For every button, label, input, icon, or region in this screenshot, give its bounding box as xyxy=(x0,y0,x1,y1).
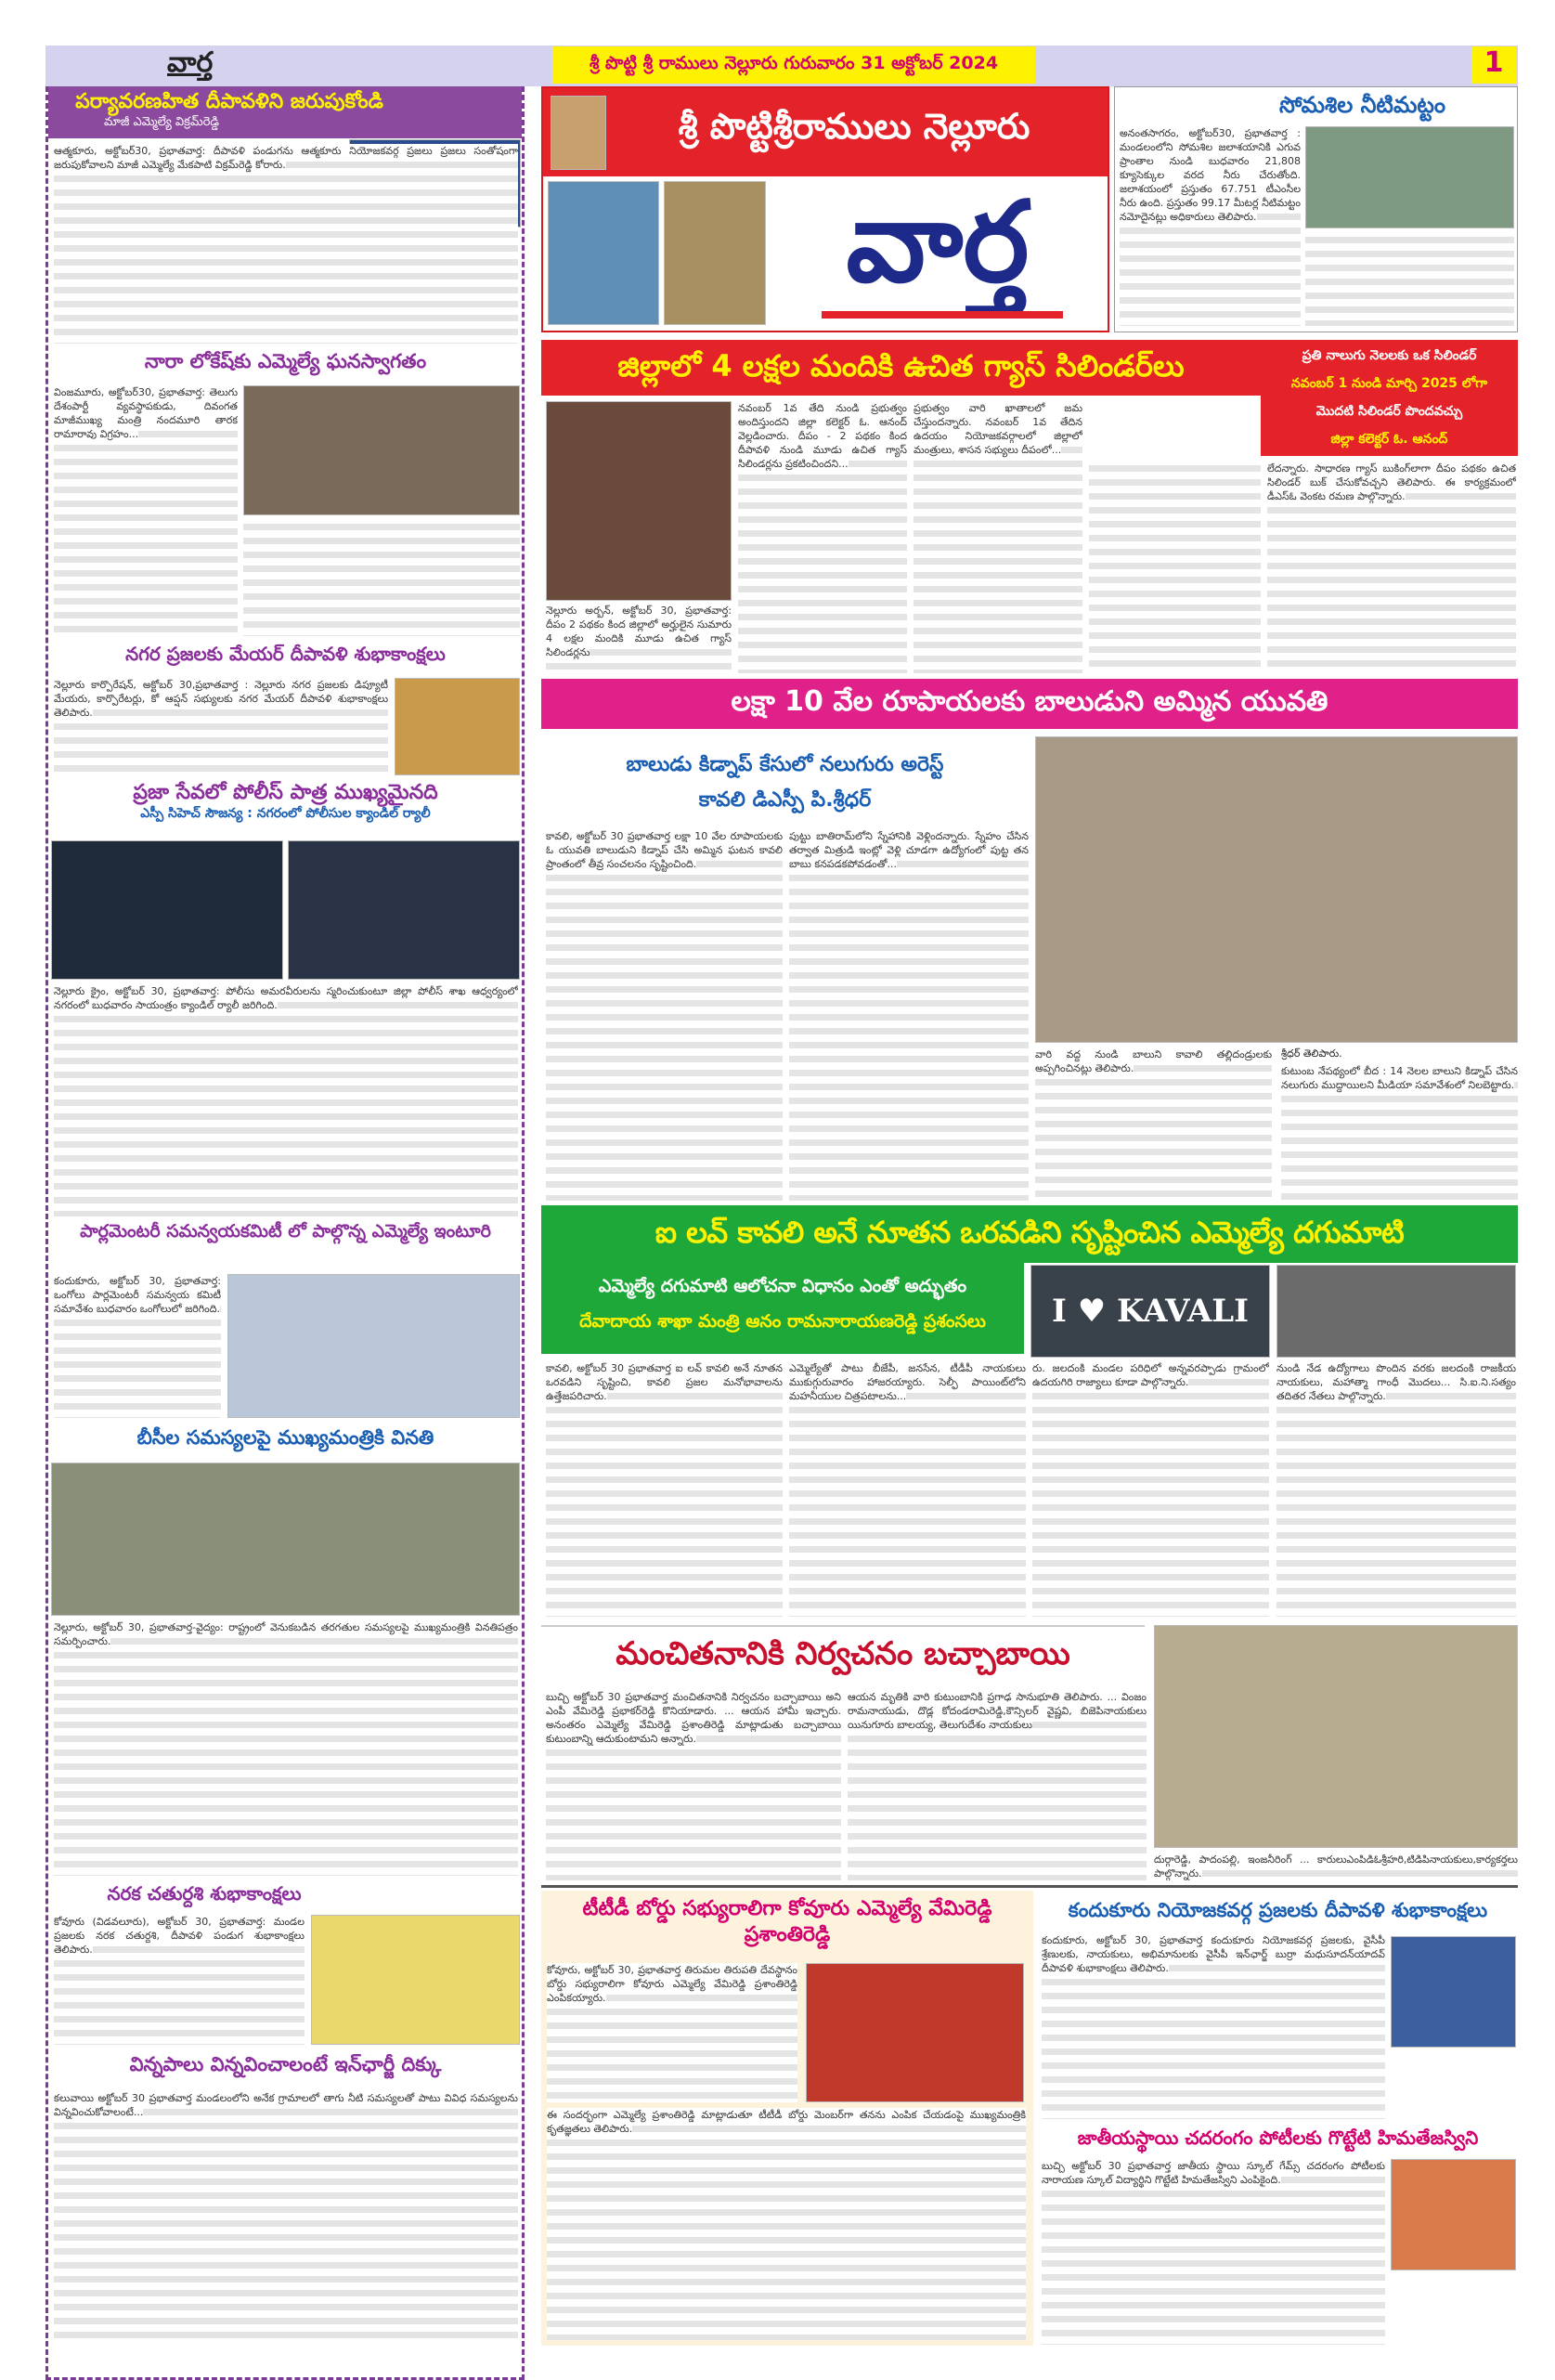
headline: నరక చతుర్దశి శుభాకాంక్షలు xyxy=(107,1882,302,1905)
article-body: నెల్లూరు, అక్టోబర్ 30, ప్రభాతవార్త-వైద్యం: రాష్ట్రంలో వెనుకబడిన తరగతుల సమస్యలపై ముఖ్యమంత్రికి వినతిపత్రం సమర్పించారు. xyxy=(54,1620,518,1876)
highlight: ప్రతి నాలుగు నెలలకు ఒక సిలిండర్ xyxy=(1302,348,1477,363)
photo-caption: శ్రీధర్ తెలిపారు. xyxy=(1281,1047,1342,1060)
photo-temple xyxy=(664,181,766,325)
article-body: వారి వద్ద నుండి బాలుని కావాలి తల్లిదండ్రులకు అప్పగించినట్లు తెలిపారు. xyxy=(1035,1047,1272,1201)
article-body: దుర్గారెడ్డి, పాదంపల్లి, ఇంజనీరింగ్ ... కారులుఎంపిడిఓశ్రీహరి,టిడిపినాయకులు,కార్యకర్తలు పాల్గొన్నారు. xyxy=(1154,1853,1518,1879)
article-body: లేదన్నారు. సాధారణ గ్యాస్ బుకింగ్‌లాగా దీపం పథకం ఉచిత సిలిండర్ బుక్ చేసుకోవచ్చని తెలిపారు. ఈ కార్యక్రమంలో డీఎస్‌ఓ వెంకట రమణ పాల్గొన్నారు. xyxy=(1267,462,1516,673)
article-body: అనంతసాగరం, అక్టోబర్30, ప్రభాతవార్త : మండలంలోని సోమశిల జలాశయానికి ఎగువ ప్రాంతాల నుండి బుధవారం 21,808 క్యూసెక్కుల వరద నీరు చేరుతోంది. జలాశయంలో ప్రస్తుతం 67.751 టీఎంసీల నీరు ఉంది. ప్రస్తుతం 99.17 మీటర్ల నీటిమట్టం నమోదైనట్లు అధికారులు తెలిపారు. xyxy=(1120,126,1301,326)
gas-highlights xyxy=(1261,340,1518,456)
photo-police-press-meet xyxy=(1035,736,1518,1043)
article-body: కోవూరు (విడవలూరు), అక్టోబర్ 30, ప్రభాతవార్త: మండల ప్రజలకు నరక చతుర్దశి, దీపావళి పండుగ శుభాకాంక్షలు తెలిపారు. xyxy=(54,1915,305,2045)
headline: విన్నపాలు విన్నవించాలంటే ఇన్‌ఛార్జీ దిక్కు xyxy=(129,2053,442,2075)
photo-prasanthi-reddy xyxy=(806,1963,1024,2102)
highlight: నవంబర్ 1 నుండి మార్చి 2025 లోగా xyxy=(1290,376,1488,391)
headline: సోమశిల నీటిమట్టం xyxy=(1278,92,1446,118)
headline: జాతీయస్థాయి చదరంగం పోటీలకు గొట్టేటి హిమతేజస్విని xyxy=(1077,2126,1479,2149)
baby-headline-band xyxy=(541,679,1518,729)
logo-underline xyxy=(822,311,1063,319)
highlight: జిల్లా కలెక్టర్ ఓ. ఆనంద్ xyxy=(1330,432,1448,447)
kavali-sub-box xyxy=(541,1263,1024,1354)
article-body: నెల్లూరు క్రైం, అక్టోబర్ 30, ప్రభాతవార్త: పోలీసు అమరవీరులను స్మరించుకుంటూ జిల్లా పోలీస్ శాఖ ఆధ్వర్యంలో నగరంలో బుధవారం సాయంత్రం క్యాండిల్ ర్యాలీ జరిగింది. xyxy=(54,984,518,1216)
masthead-title: శ్రీ పొట్టిశ్రీరాములు నెల్లూరు xyxy=(678,106,1030,147)
headline: లక్షా 10 వేల రూపాయలకు బాలుడుని అమ్మిన యువతి xyxy=(731,685,1328,718)
article-body xyxy=(1089,462,1261,673)
article-body: కావలి, అక్టోబర్ 30 ప్రభాతవార్త లక్షా 10 వేల రూపాయలకు ఓ యువతి బాలుడుని కిడ్నాప్ చేసి అమ్మిన ఘటన కావలి ప్రాంతంలో తీవ్ర సంచలనం సృష్టించింది. xyxy=(546,829,783,1201)
headline: ఐ లవ్ కావలి అనే నూతన ఒరవడిని సృష్టించిన ఎమ్మెల్యే దగుమాటి xyxy=(654,1215,1405,1250)
police-headline-group xyxy=(51,780,520,822)
photo-candle-rally-1 xyxy=(51,840,283,980)
article-body: కుటుంబ నేపథ్యంలో బీద : 14 నెలల బాలుని కిడ్నాప్ చేసిన నలుగురు ముద్దాయిలని మీడియా సమావేశంలో నిలబెట్టారు. xyxy=(1281,1064,1518,1201)
section-divider xyxy=(541,1885,1518,1888)
article-body: కావలి, అక్టోబర్ 30 ప్రభాతవార్త ఐ లవ్ కావలి అనే నూతన ఒరవడిని సృష్టించి, కావలి ప్రజల మనోభావాలను ఉత్తేజపరిచారు. xyxy=(546,1361,783,1617)
left-lead-banner xyxy=(48,86,522,138)
headline: పర్యావరణహిత దీపావళిని జరుపుకోండి xyxy=(75,90,383,113)
article-body: ఎమ్మెల్యేతో పాటు బీజేపీ, జనసేన, టీడీపీ నాయకులు ముకుగ్గురువారం హాజరయ్యారు. సెల్ఫీ పాయింట్‌లోని మహనీయుల చిత్రపటాలను... xyxy=(789,1361,1026,1617)
photo-bridge xyxy=(548,181,659,325)
photo-i-love-kavali xyxy=(1030,1265,1270,1358)
headline: ప్రజా సేవలో పోలీస్ పాత్ర ముఖ్యమైనది xyxy=(133,781,438,804)
headline: టీటీడీ బోర్డు సభ్యురాలిగా కోవూరు ఎమ్మెల్యే వేమిరెడ్డి ప్రశాంతిరెడ్డి xyxy=(582,1897,992,1946)
article-body: వింజమూరు, అక్టోబర్30, ప్రభాతవార్త: తెలుగు దేశంపార్టీ వ్యవస్థాపకుడు, దివంగత మాజీముఖ్య మంత్రి నందమూరి తారక రామారావు విగ్రహం... xyxy=(54,385,238,636)
photo-candle-rally-2 xyxy=(288,840,520,980)
article-body: కోవూరు, అక్టోబర్ 30, ప్రభాతవార్త తిరుమల తిరుపతి దేవస్థానం బోర్డు సభ్యురాలిగా కోవూరు ఎమ్మెల్యే వేమిరెడ్డి ప్రశాంతిరెడ్డి ఎంపికయ్యారు. xyxy=(547,1963,797,2102)
article-body: ఆయన మృతికి వారి కుటుంబానికి ప్రగాఢ సానుభూతి తెలిపారు. ... వింజం రామనాయుడు, దొడ్ల కోదండరామిరెడ్డి,కౌన్సిలర్ వైష్ణవి, బిజెపినాయకులు యినుగూరు బాలయ్య, తెలుగుదేశం నాయకులు xyxy=(848,1690,1147,1880)
article-body: నెల్లూరు అర్బన్, అక్టోబర్ 30, ప్రభాతవార్త: దీపం 2 పథకం కింద జిల్లాలో అర్హులైన సుమారు 4 లక్షల మందికి మూడు ఉచిత గ్యాస్ సిలిండర్లను xyxy=(546,604,732,673)
ttd-box xyxy=(541,1891,1033,2346)
photo-greeting-woman xyxy=(311,1915,520,2045)
photo-condolence xyxy=(1154,1625,1518,1848)
article-body: రు. జలదంకి మండల పరిధిలో అన్నవరప్పాడు గ్రామంలో ఉదయగిరి రాజ్యాలు కూడా పాల్గొన్నారు. xyxy=(1032,1361,1269,1617)
subheadline: కావలి డిఎస్పీ పి.శ్రీధర్ xyxy=(698,788,872,812)
headline: పార్లమెంటరీ సమన్వయకమిటీ లో పాల్గొన్న ఎమ్మెల్యే ఇంటూరి xyxy=(80,1221,491,1242)
article-body: నెల్లూరు కార్పొరేషన్, అక్టోబర్ 30,ప్రభాతవార్త : నెల్లూరు నగర ప్రజలకు డిప్యూటీ మేయరు, కార్పొరేటర్లు, కో ఆప్షన్ సభ్యులకు నగర మేయర్ దీపావళి శుభాకాంక్షలు తెలిపారు. xyxy=(54,678,388,775)
photo-minister-felicitation xyxy=(1276,1265,1516,1358)
masthead-logo: వార్త xyxy=(167,46,214,79)
article-body: కందుకూరు, అక్టోబర్ 30, ప్రభాతవార్త కందుకూరు నియోజకవర్గ ప్రజలకు, వైసీపీ శ్రేణులకు, నాయకులు, అభిమానులకు వైసీపీ ఇన్‌ఛార్జ్ బుర్రా మధుసూదన్‌యాదవ్ దీపావళి శుభాకాంక్షలు తెలిపారు. xyxy=(1042,1933,1385,2119)
photo-collector xyxy=(546,401,732,601)
somasila-box xyxy=(1114,86,1518,332)
article-body: కందుకూరు, అక్టోబర్ 30, ప్రభాతవార్త: ఒంగోలు పార్లమెంటరీ సమన్వయ కమిటీ సమావేశం బుధవారం ఒంగోలులో జరిగింది. xyxy=(54,1274,221,1418)
article-body: నుండి నేడ ఉద్యోగాలు పొందిన వరకు జలదంకి రాజకీయ నాయకులు, మహాత్మా గాంధీ మొదలు... సి.ఐ.ని.సత్యం తదితర నేతలు పాల్గొన్నారు. xyxy=(1276,1361,1516,1617)
article-body: ఈ సందర్భంగా ఎమ్మెల్యే ప్రశాంతిరెడ్డి మాట్లాడుతూ టీటీడీ బోర్డు మెంబర్‌గా తనను ఎంపిక చేయడంపై ముఖ్యమంత్రికి కృతజ్ఞతలు తెలిపారు. xyxy=(547,2108,1026,2340)
headline: కందుకూరు నియోజకవర్గ ప్రజలకు దీపావళి శుభాకాంక్షలు xyxy=(1068,1899,1488,1921)
article-body: కలువాయి అక్టోబర్ 30 ప్రభాతవార్త మండలంలోని అనేక గ్రామాలలో తాగు నీటి సమస్యలతో పాటు వివిధ సమస్యలను విన్నవించుకోవాలంటే... xyxy=(54,2091,518,2342)
article-body-cont xyxy=(1305,233,1514,326)
article-body-cont xyxy=(243,520,520,636)
subheadline: ఎమ్మెల్యే దగుమాటి ఆలోచనా విధానం ఎంతో అద్భుతం xyxy=(598,1276,967,1296)
article-body: ఆత్మకూరు, అక్టోబర్30, ప్రభాతవార్త: దీపావళి పండుగను ఆత్మకూరు నియోజకవర్గ ప్రజలు ప్రజలు సంతోషంగా జరుపుకోవాలని మాజీ ఎమ్మెల్యే మేకపాటి విక్రమ్‌రెడ్డి కోరారు. xyxy=(54,144,518,344)
headline: నారా లోకేష్‌కు ఎమ్మెల్యే ఘనస్వాగతం xyxy=(144,350,427,372)
article-body: ప్రభుత్వం వారి ఖాతాలలో జమ చేస్తుందన్నారు. నవంబర్ 1వ తేదిన ఉదయం నియోజకవర్గాలలో జిల్లాలో మంత్రులు, శాసన సభ్యులు దీపంలో... xyxy=(914,401,1082,673)
kavali-sign-text: I ♥ KAVALI xyxy=(1051,1293,1250,1330)
subheadline: బాలుడు కిడ్నాప్ కేసులో నలుగురు అరెస్ట్ xyxy=(626,753,944,776)
subheadline: ఎస్పీ సిహెచ్ సౌజన్య : నగరంలో పోలీసుల క్యాండిల్ ర్యాలీ xyxy=(140,805,431,821)
subheadline: మాజీ ఎమ్మెల్యే విక్రమ్‌రెడ్డి xyxy=(104,114,220,129)
subheadline: దేవాదాయ శాఖా మంత్రి ఆనం రామనారాయణరెడ్డి ప్రశంసలు xyxy=(579,1310,986,1332)
headline: మంచితనానికి నిర్వచనం బచ్చాబాయి xyxy=(616,1635,1070,1672)
dateline: శ్రీ పొట్టి శ్రీ రాములు నెల్లూరు గురువారం 31 అక్టోబర్ 2024 xyxy=(552,46,1035,84)
article-body: బుచ్చి అక్టోబర్ 30 ప్రభాతవార్త మంచితనానికి నిర్వచనం బచ్చాబాయి అని ఎంపీ వేమిరెడ్డి ప్రభాకర్‌రెడ్డి కొనియాడారు. ... ఆయన హామీ ఇచ్చారు. అనంతరం ఎమ్మెల్యే వేమిరెడ్డి ప్రశాంతిరెడ్డి మాట్లాడుతు బచ్చాబాయి కుటుంబాన్ని ఆదుకుంటామని అన్నారు. xyxy=(546,1690,841,1880)
bachhabai-headline xyxy=(541,1625,1145,1685)
photo-chess-student xyxy=(1391,2159,1516,2270)
headline: జిల్లాలో 4 లక్షల మందికి ఉచిత గ్యాస్ సిలిండర్‌లు xyxy=(617,348,1185,384)
photo-lokesh-welcome xyxy=(243,385,520,515)
photo-mayor xyxy=(395,678,520,775)
photo-committee-meeting xyxy=(227,1274,520,1418)
headline: బీసీల సమస్యలపై ముఖ్యమంత్రికి వినతి xyxy=(136,1426,434,1449)
masthead-big-logo: వార్త xyxy=(846,178,1030,307)
page-number: 1 xyxy=(1471,46,1516,84)
photo-potti-sriramulu xyxy=(551,96,606,170)
article-body: బుచ్చి అక్టోబర్ 30 ప్రభాతవార్త జాతీయ స్థాయి స్కూల్ గేమ్స్ చదరంగం పోటీలకు నారాయణ స్కూల్ విద్యార్థిని గొట్టేటి హిమతేజస్విని ఎంపికైంది. xyxy=(1042,2159,1385,2345)
article-body: నవంబర్ 1వ తేది నుండి ప్రభుత్వం అందిస్తుందని జిల్లా కలెక్టర్ ఓ. ఆనంద్ వెల్లడించారు. దీపం - 2 పథకం కింద దీపావళి నుండి మూడు ఉచిత గ్యాస్ సిలిండర్లను ప్రకటించిందని... xyxy=(738,401,907,673)
photo-bc-petition xyxy=(51,1463,520,1616)
headline: నగర ప్రజలకు మేయర్ దీపావళి శుభాకాంక్షలు xyxy=(125,643,446,665)
photo-somasila-dam xyxy=(1305,126,1514,228)
gas-headline-band xyxy=(541,340,1261,396)
highlight: మొదటి సిలిండర్ పొందవచ్చు xyxy=(1315,404,1463,419)
article-body: పుట్టు బాతిరామ్‌లోని స్నేహానికి వెళ్లిందన్నారు. స్నేహం చేసిన తర్వాత మిత్రుడి ఇంట్లో వెళ్లి చూడగా ఉద్యోగంలో పుట్ట తన బాబు కనపడకపోవడంతో... xyxy=(789,829,1029,1201)
kavali-headline-band xyxy=(541,1205,1518,1263)
masthead-block xyxy=(541,86,1109,332)
photo-madhusudan-yadav xyxy=(1391,1936,1516,2048)
